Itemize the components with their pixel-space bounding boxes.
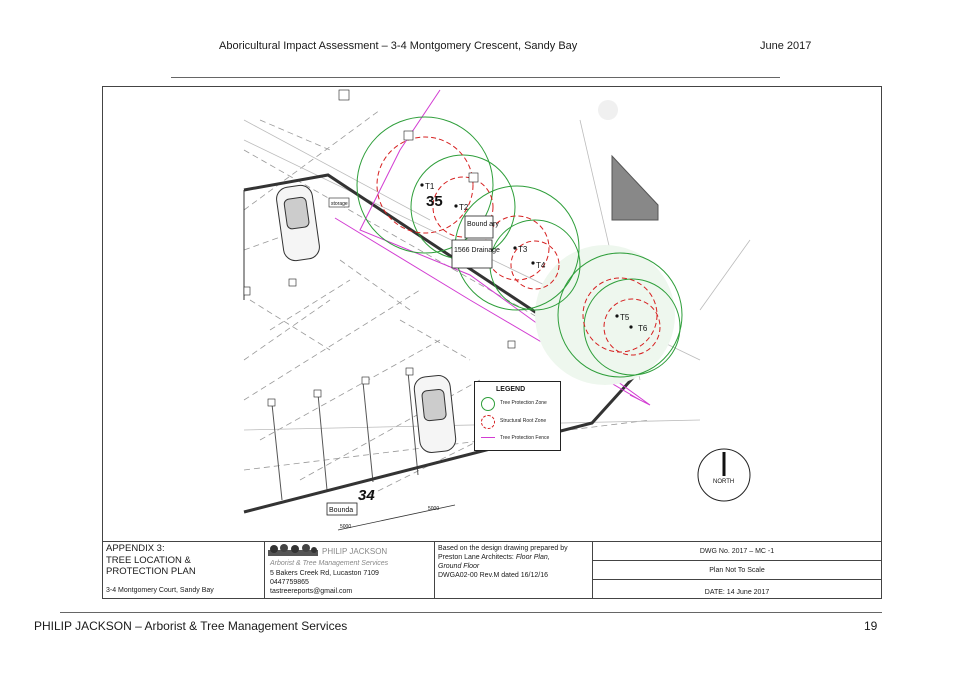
site-address: 3-4 Montgomery Court, Sandy Bay	[106, 587, 214, 594]
tree-logo-icon	[268, 544, 318, 558]
car-top	[275, 184, 321, 262]
tree-label-t1: T1	[425, 182, 435, 191]
legend	[474, 381, 561, 451]
legend-item-fence: Tree Protection Fence	[500, 435, 550, 441]
site-plan	[103, 87, 881, 541]
tree-label-t3: T3	[518, 245, 528, 254]
header-title: Aboricultural Impact Assessment – 3-4 Montgomery Crescent, Sandy Bay	[219, 40, 578, 52]
legend-item-srz: Structural Root Zone	[500, 418, 547, 424]
appendix-label: APPENDIX 3:	[106, 543, 165, 554]
plan-title-line2: PROTECTION PLAN	[106, 566, 196, 577]
header-rule	[171, 77, 780, 78]
based-on-line2-italic: Floor Plan,	[515, 554, 550, 561]
legend-item-tpz: Tree Protection Zone	[500, 400, 547, 406]
lot-number-34: 34	[358, 487, 375, 504]
based-on-line2: Preston Lane Architects:	[438, 554, 514, 561]
dwg-number: DWG No. 2017 – MC -1	[699, 548, 775, 555]
tree-label-t6: T6	[638, 324, 648, 333]
tree-label-t5: T5	[620, 313, 630, 322]
srz-legend-icon	[481, 415, 495, 429]
drainage-label: 1566 Drainage	[454, 247, 500, 254]
fence-legend-icon	[481, 437, 495, 438]
plan-title-line1: TREE LOCATION &	[106, 555, 191, 566]
footer-company: PHILIP JACKSON – Arborist & Tree Management Services	[34, 619, 348, 633]
storage-label: storage	[331, 201, 348, 207]
contact-phone: 0447759865	[270, 579, 309, 586]
based-on-line4: DWGA02-00 Rev.M dated 16/12/16	[438, 572, 548, 579]
page-number: 19	[864, 619, 878, 633]
structure-triangle	[612, 156, 658, 220]
car-bottom	[413, 374, 457, 453]
based-on-line1: Based on the design drawing prepared by	[438, 545, 568, 552]
boundary-bottom-label: Bounda	[329, 507, 354, 514]
tree-label-t4: T4	[536, 261, 546, 270]
plan-date: DATE: 14 June 2017	[704, 589, 770, 596]
lot-number-35: 35	[426, 193, 443, 210]
north-label: NORTH	[713, 479, 735, 485]
contact-email: tastreereports@gmail.com	[270, 588, 353, 595]
boundary-label: Bound ary	[467, 221, 499, 228]
based-on-line3: Ground Floor	[438, 563, 480, 570]
footer-rule	[60, 612, 882, 613]
tpz-legend-icon	[481, 397, 495, 411]
tree-label-t2: T2	[459, 203, 469, 212]
header-date: June 2017	[760, 40, 812, 52]
parking-bays	[272, 372, 418, 500]
dimension-5000-a: 5000	[340, 524, 352, 530]
contact-address: 5 Bakers Creek Rd, Lucaston 7109	[270, 570, 379, 577]
legend-title: LEGEND	[496, 386, 526, 393]
logo-subtitle: Arborist & Tree Management Services	[270, 560, 389, 567]
logo-name: PHILIP JACKSON	[322, 547, 388, 556]
dimension-5000-b: 5000	[428, 506, 440, 512]
scale-note: Plan Not To Scale	[709, 567, 765, 574]
